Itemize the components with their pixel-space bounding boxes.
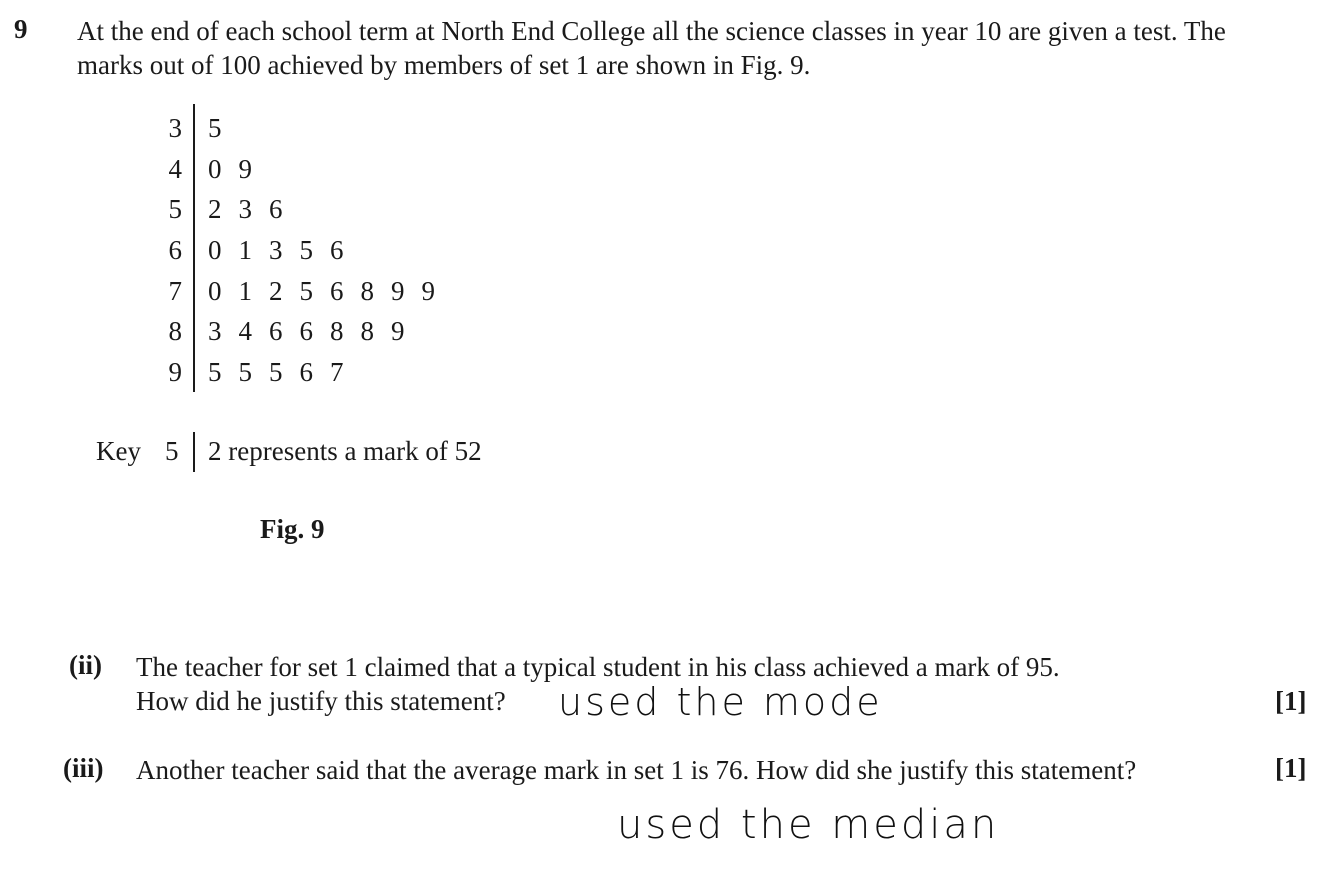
stem: 3 [168,113,182,143]
question-number: 9 [14,14,28,44]
leaf-value: 1 [238,275,252,306]
figure-caption: Fig. 9 [260,514,325,544]
leaf-value: 8 [330,316,344,347]
leaf-value: 5 [238,357,252,388]
part-ii-line-2: How did he justify this statement? [136,686,506,716]
leaf-value: 9 [391,316,405,347]
stem: 9 [168,357,182,388]
leaf-value: 9 [391,275,405,306]
leaf-row [208,271,452,312]
key-text: 2 represents a mark of 52 [208,436,482,466]
stem: 7 [168,275,182,306]
leaf-value: 7 [330,357,344,388]
stem-divider-line [193,104,195,392]
leaf-value: 5 [299,235,313,266]
leaf-row [208,189,452,230]
leaf-value: 6 [299,316,313,347]
leaf-row [208,108,452,149]
stem: 5 [168,194,182,225]
part-iii-marks: [1] [1275,753,1307,783]
part-ii-marks: [1] [1275,686,1307,716]
leaf-row [208,311,452,352]
leaf-value: 2 [208,194,222,225]
leaf-value: 0 [208,275,222,306]
leaf-value: 5 [269,357,283,388]
intro-line-2: marks out of 100 achieved by members of set 1 are shown in Fig. 9. [77,50,811,80]
key-label: Key [96,436,141,466]
leaf-value: 3 [238,194,252,225]
part-ii-line-1: The teacher for set 1 claimed that a typical student in his class achieved a mark of 95. [136,652,1060,682]
leaf-value: 9 [238,153,252,184]
leaf-value: 6 [269,194,283,225]
leaf-row [208,149,452,190]
leaf-value: 5 [208,113,222,143]
leaf-value: 8 [360,316,374,347]
leaf-row [208,352,452,393]
leaf-value: 0 [208,235,222,266]
stem: 6 [168,235,182,266]
leaf-value: 3 [269,235,283,266]
question-intro [77,14,1317,82]
leaf-value: 2 [269,275,283,306]
key-divider-line [193,432,195,472]
part-ii-label: (ii) [69,650,102,680]
leaf-value: 8 [360,275,374,306]
key-stem: 5 [165,436,179,466]
leaf-value: 5 [299,275,313,306]
leaf-value: 0 [208,153,222,184]
leaf-value: 6 [330,275,344,306]
part-ii-handwritten-answer: used the mode [558,680,883,724]
leaf-value: 5 [208,357,222,388]
leaf-value: 3 [208,316,222,347]
part-iii-question: Another teacher said that the average mark in set 1 is 76. How did she justify this statement? [136,755,1137,785]
stem-column [150,108,182,393]
leaf-value: 1 [238,235,252,266]
leaf-value: 6 [330,235,344,266]
stem: 4 [168,153,182,184]
part-iii-label: (iii) [63,753,104,783]
leaf-value: 9 [421,275,435,306]
leaf-value: 4 [238,316,252,347]
intro-line-1: At the end of each school term at North End College all the science classes in year 10 are given a test. The [77,16,1226,46]
leaf-value: 6 [299,357,313,388]
part-iii-handwritten-answer: used the median [617,802,1000,848]
leaf-column [208,108,452,393]
leaf-value: 6 [269,316,283,347]
stem: 8 [168,316,182,347]
leaf-row [208,230,452,271]
